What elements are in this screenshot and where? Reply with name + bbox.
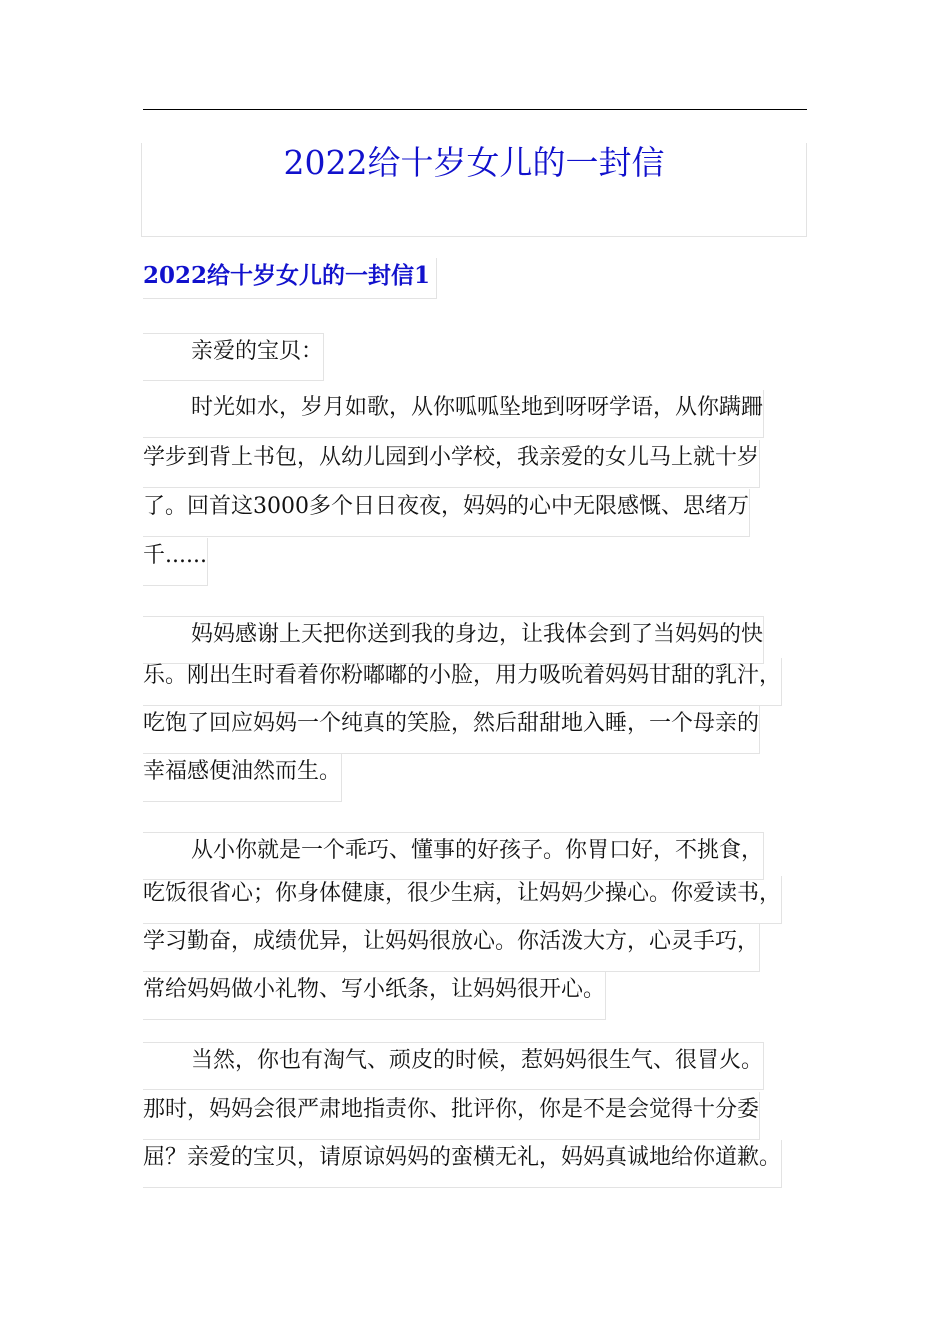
paragraph-line: 乐。刚出生时看着你粉嘟嘟的小脸，用力吸吮着妈妈甘甜的乳汁， (143, 658, 782, 706)
paragraph-line: 学习勤奋，成绩优异，让妈妈很放心。你活泼大方，心灵手巧， (143, 924, 760, 972)
paragraph-line: 了。回首这3000多个日日夜夜，妈妈的心中无限感慨、思绪万 (143, 489, 750, 537)
document-title: 2022给十岁女儿的一封信 (283, 143, 665, 182)
paragraph-line: 吃饱了回应妈妈一个纯真的笑脸，然后甜甜地入睡，一个母亲的 (143, 706, 760, 754)
paragraph-line: 当然，你也有淘气、顽皮的时候，惹妈妈很生气、很冒火。 (143, 1042, 764, 1090)
paragraph-line: 从小你就是一个乖巧、懂事的好孩子。你胃口好，不挑食， (143, 832, 764, 880)
paragraph-line: 那时，妈妈会很严肃地指责你、批评你，你是不是会觉得十分委 (143, 1092, 760, 1140)
title-block (141, 143, 807, 237)
header-rule (143, 109, 807, 110)
paragraph-line: 学步到背上书包，从幼儿园到小学校，我亲爱的女儿马上就十岁 (143, 440, 760, 488)
paragraph-line: 千...... (143, 538, 208, 586)
salutation: 亲爱的宝贝： (143, 333, 324, 381)
paragraph-line: 幸福感便油然而生。 (143, 754, 342, 802)
paragraph-line: 常给妈妈做小礼物、写小纸条，让妈妈很开心。 (143, 972, 606, 1020)
paragraph-line: 妈妈感谢上天把你送到我的身边，让我体会到了当妈妈的快 (143, 616, 764, 664)
paragraph-line: 时光如水，岁月如歌，从你呱呱坠地到呀呀学语，从你蹒跚 (143, 390, 764, 438)
paragraph-line: 屈？亲爱的宝贝，请原谅妈妈的蛮横无礼，妈妈真诚地给你道歉。 (143, 1140, 782, 1188)
paragraph-line: 吃饭很省心；你身体健康，很少生病，让妈妈少操心。你爱读书， (143, 876, 782, 924)
section-heading: 2022给十岁女儿的一封信1 (143, 258, 437, 299)
